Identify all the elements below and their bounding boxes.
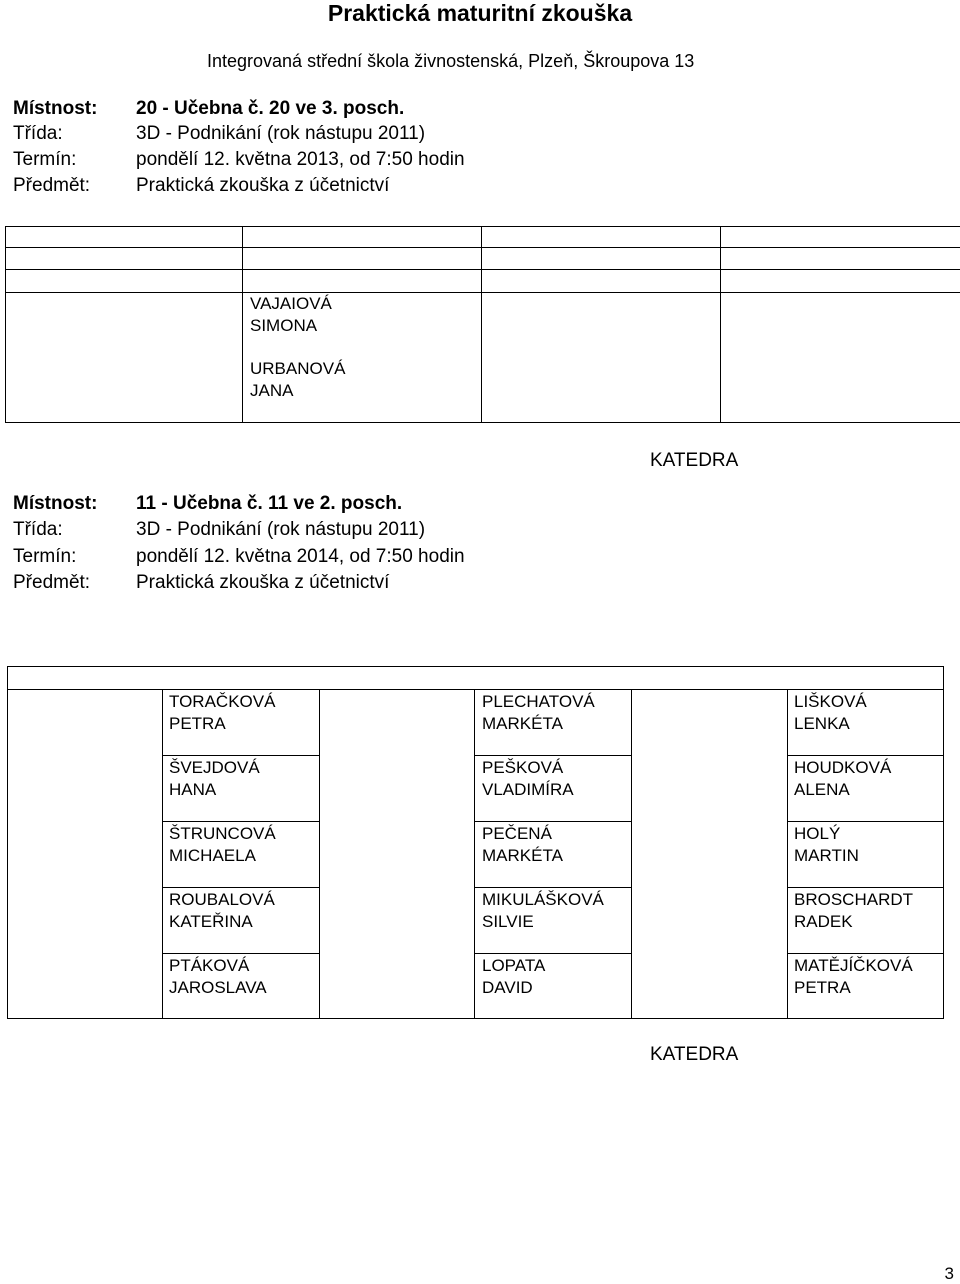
student-name: MARTIN xyxy=(794,846,859,865)
term-value: pondělí 12. května 2014, od 7:50 hodin xyxy=(136,546,465,567)
seat-col2-row1 xyxy=(482,691,595,735)
student-surname: PTÁKOVÁ xyxy=(169,956,250,975)
katedra-label-1: KATEDRA xyxy=(650,450,739,471)
seat-col3-row3 xyxy=(794,823,859,867)
seat-col2-row3 xyxy=(482,823,563,867)
student-surname: PEČENÁ xyxy=(482,824,552,843)
seat-col1-row4 xyxy=(169,889,275,933)
subject-label: Předmět: xyxy=(13,175,91,196)
seat-col3-row4 xyxy=(794,889,913,933)
term-label: Termín: xyxy=(13,149,77,170)
student-name: MICHAELA xyxy=(169,846,256,865)
term-label: Termín: xyxy=(13,546,77,567)
seat-col3-row5 xyxy=(794,955,913,999)
seat-col3-row1 xyxy=(794,691,867,735)
seat-col1-row1 xyxy=(169,691,275,735)
class-label: Třída: xyxy=(13,519,63,540)
student-surname: PLECHATOVÁ xyxy=(482,692,595,711)
student-surname: BROSCHARDT xyxy=(794,890,914,909)
room-value: 11 - Učebna č. 11 ve 2. posch. xyxy=(136,493,403,514)
student-name: ALENA xyxy=(794,780,850,799)
student-name: MARKÉTA xyxy=(482,846,563,865)
class-value: 3D - Podnikání (rok nástupu 2011) xyxy=(136,519,426,540)
seat-col3-row2 xyxy=(794,757,891,801)
term-value: pondělí 12. května 2013, od 7:50 hodin xyxy=(136,149,465,170)
student-surname: MIKULÁŠKOVÁ xyxy=(482,890,604,909)
student-name: JANA xyxy=(250,381,294,400)
student-surname: HOLÝ xyxy=(794,824,841,843)
student-name: PETRA xyxy=(794,978,851,997)
student-surname: MATĚJÍČKOVÁ xyxy=(794,956,913,975)
student-surname: PEŠKOVÁ xyxy=(482,758,564,777)
seat-col2-row2 xyxy=(482,757,574,801)
seat-col1-row5 xyxy=(169,955,267,999)
katedra-label-2: KATEDRA xyxy=(650,1044,739,1065)
class-value: 3D - Podnikání (rok nástupu 2011) xyxy=(136,123,426,144)
student-surname: TORAČKOVÁ xyxy=(169,692,276,711)
student-surname: LIŠKOVÁ xyxy=(794,692,867,711)
seat-1 xyxy=(250,293,332,337)
student-name: VLADIMÍRA xyxy=(482,780,574,799)
seat-col1-row3 xyxy=(169,823,276,867)
class-label: Třída: xyxy=(13,123,63,144)
student-surname: URBANOVÁ xyxy=(250,359,346,378)
seat-col2-row5 xyxy=(482,955,545,999)
room-label: Místnost: xyxy=(13,493,98,514)
student-name: PETRA xyxy=(169,714,226,733)
student-name: HANA xyxy=(169,780,217,799)
room-label: Místnost: xyxy=(13,98,98,119)
student-surname: ROUBALOVÁ xyxy=(169,890,275,909)
student-name: SIMONA xyxy=(250,316,318,335)
student-surname: VAJAIOVÁ xyxy=(250,294,332,313)
seat-col2-row4 xyxy=(482,889,604,933)
student-name: KATEŘINA xyxy=(169,912,253,931)
school-name: Integrovaná střední škola živnostenská, Plzeň, Škroupova 13 xyxy=(207,51,695,71)
student-surname: LOPATA xyxy=(482,956,546,975)
student-name: DAVID xyxy=(482,978,533,997)
page-title: Praktická maturitní zkouška xyxy=(327,0,633,26)
seat-col1-row2 xyxy=(169,757,260,801)
room-value: 20 - Učebna č. 20 ve 3. posch. xyxy=(136,98,405,119)
student-name: LENKA xyxy=(794,714,850,733)
subject-value: Praktická zkouška z účetnictví xyxy=(136,175,390,196)
seat-2 xyxy=(250,358,345,402)
subject-value: Praktická zkouška z účetnictví xyxy=(136,572,390,593)
student-name: JAROSLAVA xyxy=(169,978,267,997)
student-name: RADEK xyxy=(794,912,853,931)
student-name: SILVIE xyxy=(482,912,534,931)
student-surname: HOUDKOVÁ xyxy=(794,758,892,777)
student-surname: ŠVEJDOVÁ xyxy=(169,758,260,777)
student-surname: ŠTRUNCOVÁ xyxy=(169,824,276,843)
page-number: 3 xyxy=(944,1264,954,1283)
student-name: MARKÉTA xyxy=(482,714,563,733)
subject-label: Předmět: xyxy=(13,572,91,593)
